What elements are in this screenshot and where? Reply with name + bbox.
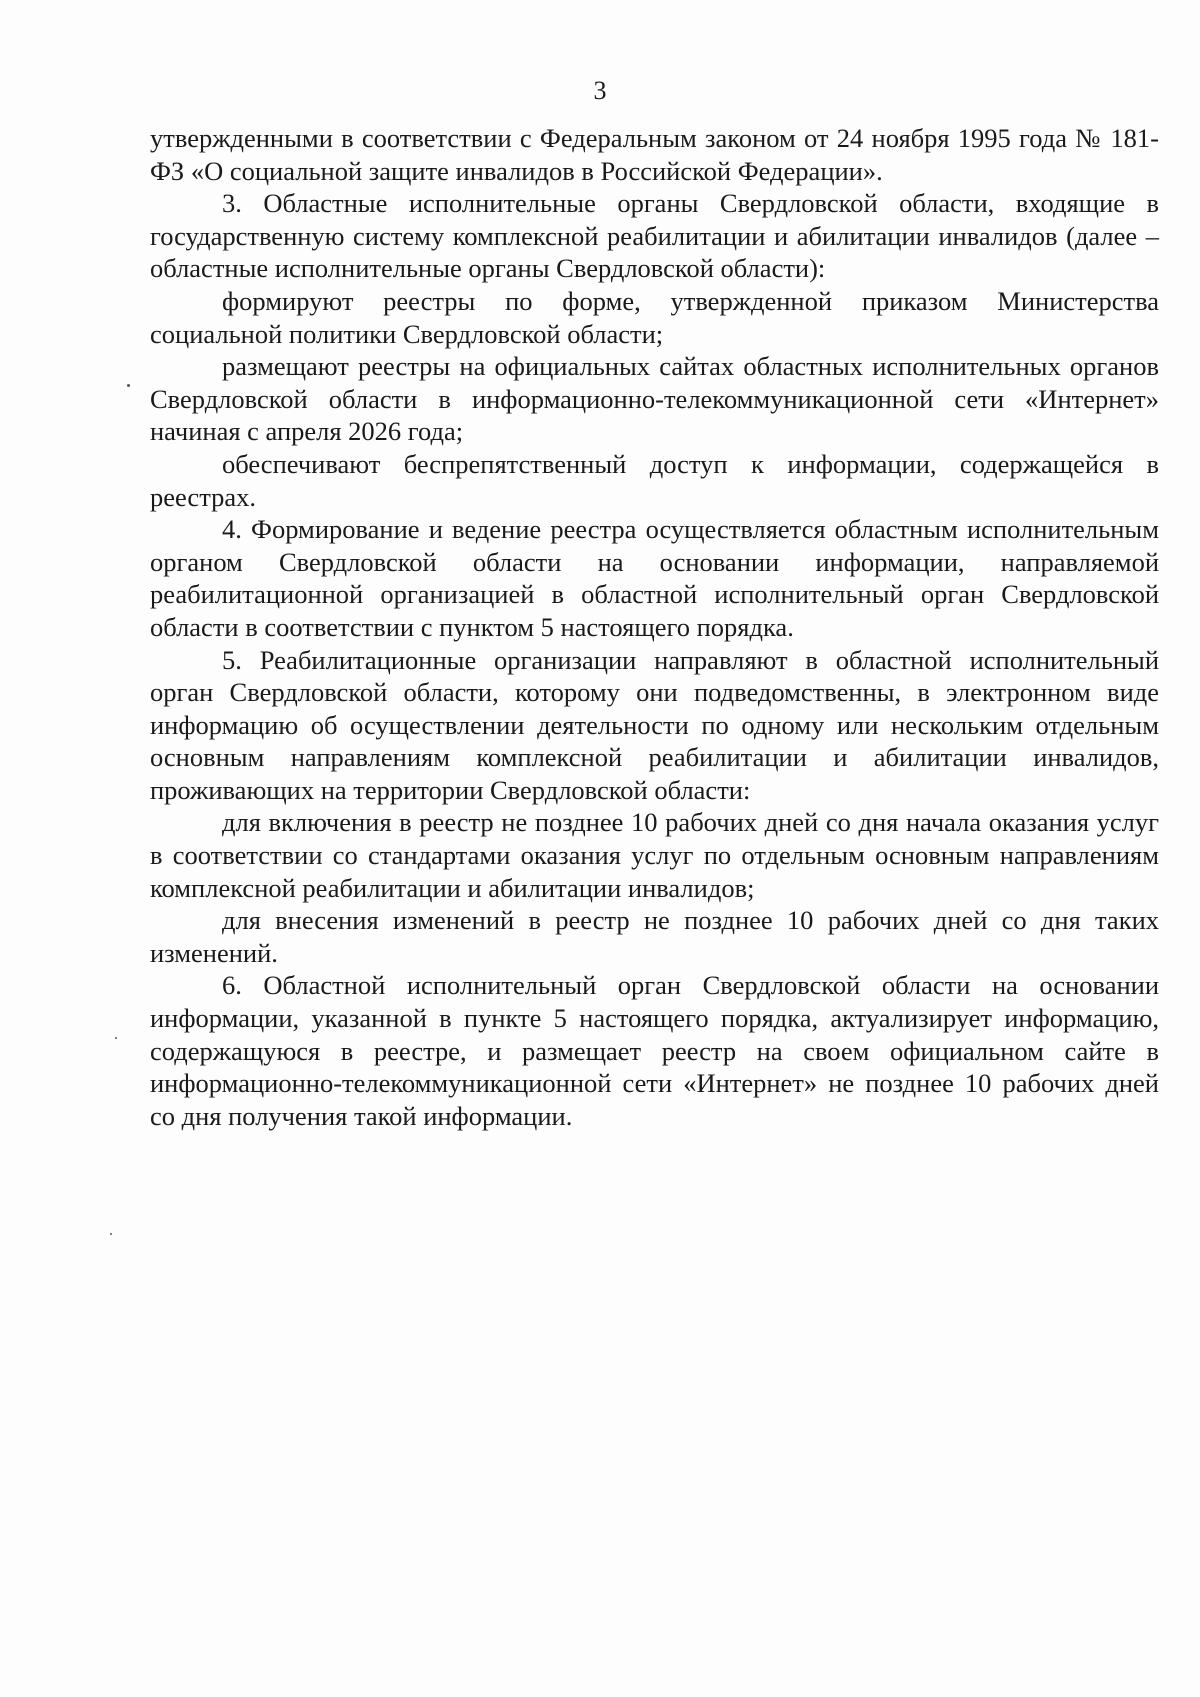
paragraph-item-5: 5. Реабилитационные организации направляют в областной исполнительный орган Свердловской области, которому они подведомственны, в электронном виде информацию об осуществлении деятельности по одному или нескольким отдельным основным направлениям комплексной реабилитации и абилитации инвалидов, проживающих на территории Свердловской области: [150,644,1159,805]
scan-speck [127,384,130,387]
paragraph-subitem-form-registries: формируют реестры по форме, утвержденной приказом Министерства социальной политики Свердловской области; [150,285,1159,349]
scan-speck [110,1233,112,1235]
scan-speck [115,1037,117,1039]
paragraph-subitem-inclusion: для включения в реестр не позднее 10 рабочих дней со дня начала оказания услуг в соответствии со стандартами оказания услуг по отдельным основным направлениям комплексной реабилитации и абилитации инвалидов; [150,807,1159,903]
paragraph-item-3: 3. Областные исполнительные органы Свердловской области, входящие в государственную систему комплексной реабилитации и абилитации инвалидов (далее – областные исполнительные органы Свердловской области): [150,188,1159,284]
paragraph-item-4: 4. Формирование и ведение реестра осуществляется областным исполнительным органом Свердловской области на основании информации, направляемой реабилитационной организацией в областной исполнительный орган Свердловской области в соответствии с пунктом 5 настоящего порядка. [150,514,1159,642]
paragraph-continuation: утвержденными в соответствии с Федеральным законом от 24 ноября 1995 года № 181-ФЗ «О социальной защите инвалидов в Российской Федерации». [150,123,1159,186]
paragraph-subitem-publish-registries: размещают реестры на официальных сайтах областных исполнительных органов Свердловской области в информационно-телекоммуникационной сети «Интернет» начиная с апреля 2026 года; [150,351,1159,447]
paragraph-subitem-provide-access: обеспечивают беспрепятственный доступ к информации, содержащейся в реестрах. [150,448,1159,512]
paragraph-item-6: 6. Областной исполнительный орган Свердловской области на основании информации, указанной в пункте 5 настоящего порядка, актуализирует информацию, содержащуюся в реестре, и размещает реестр на своем официальном сайте в информационно-телекоммуникационной сети «Интернет» не позднее 10 рабочих дней со дня получения такой информации. [150,970,1159,1131]
page-number: 3 [593,76,607,105]
document-body [150,122,1159,1132]
paragraph-subitem-changes: для внесения изменений в реестр не позднее 10 рабочих дней со дня таких изменений. [150,905,1159,968]
